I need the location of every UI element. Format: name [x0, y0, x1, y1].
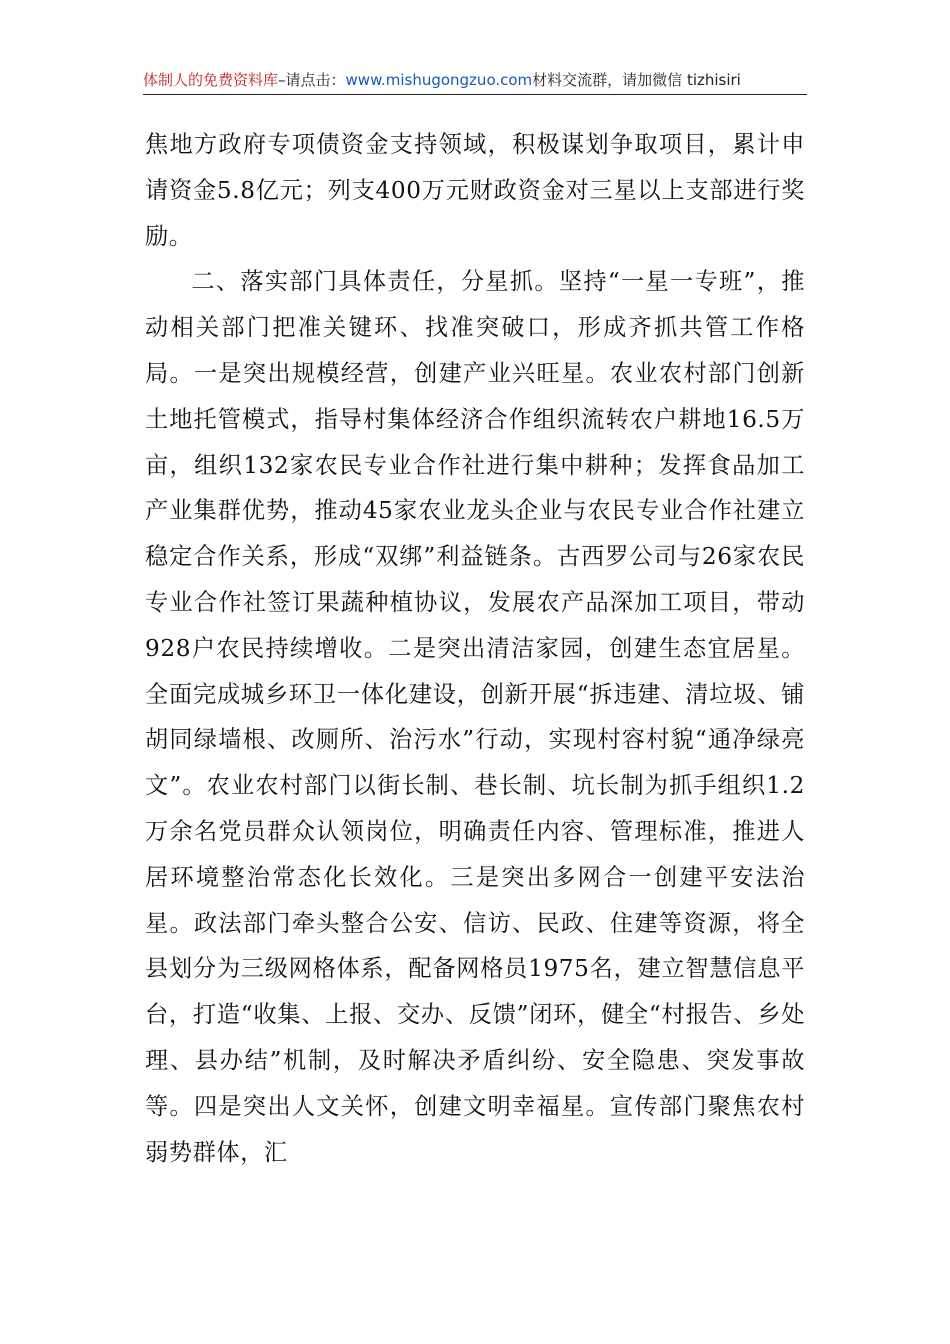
header-contact: 材料交流群，请加微信 tizhisiri	[532, 71, 741, 89]
paragraph-continued: 焦地方政府专项债资金支持领域，积极谋划争取项目，累计申请资金5.8亿元；列支400万元财政资金对三星以上支部进行奖励。	[145, 131, 805, 250]
header-brand: 体制人的免费资料库	[143, 71, 279, 89]
header-prompt: –请点击：	[278, 71, 346, 89]
document-body	[145, 122, 805, 1175]
page-header	[143, 66, 807, 95]
header-url-link[interactable]: www.mishugongzuo.com	[345, 71, 533, 89]
paragraph-section-two: 二、落实部门具体责任，分星抓。坚持“一星一专班”，推动相关部门把准关键环、找准突破口，形成齐抓共管工作格局。一是突出规模经营，创建产业兴旺星。农业农村部门创新土地托管模式，指导村集体经济合作组织流转农户耕地16.5万亩，组织132家农民专业合作社进行集中耕种；发挥食品加工产业集群优势，推动45家农业龙头企业与农民专业合作社建立稳定合作关系，形成“双绑”利益链条。古西罗公司与26家农民专业合作社签订果蔬种植协议，发展农产品深加工项目，带动928户农民持续增收。二是突出清洁家园，创建生态宜居星。全面完成城乡环卫一体化建设，创新开展“拆违建、清垃圾、铺胡同绿墙根、改厕所、治污水”行动，实现村容村貌“通净绿亮文”。农业农村部门以街长制、巷长制、坑长制为抓手组织1.2万余名党员群众认领岗位，明确责任内容、管理标准，推进人居环境整治常态化长效化。三是突出多网合一创建平安法治星。政法部门牵头整合公安、信访、民政、住建等资源，将全县划分为三级网格体系，配备网格员1975名，建立智慧信息平台，打造“收集、上报、交办、反馈”闭环，健全“村报告、乡处理、县办结”机制，及时解决矛盾纠纷、安全隐患、突发事故等。四是突出人文关怀，创建文明幸福星。宣传部门聚焦农村弱势群体，汇	[145, 268, 805, 1166]
